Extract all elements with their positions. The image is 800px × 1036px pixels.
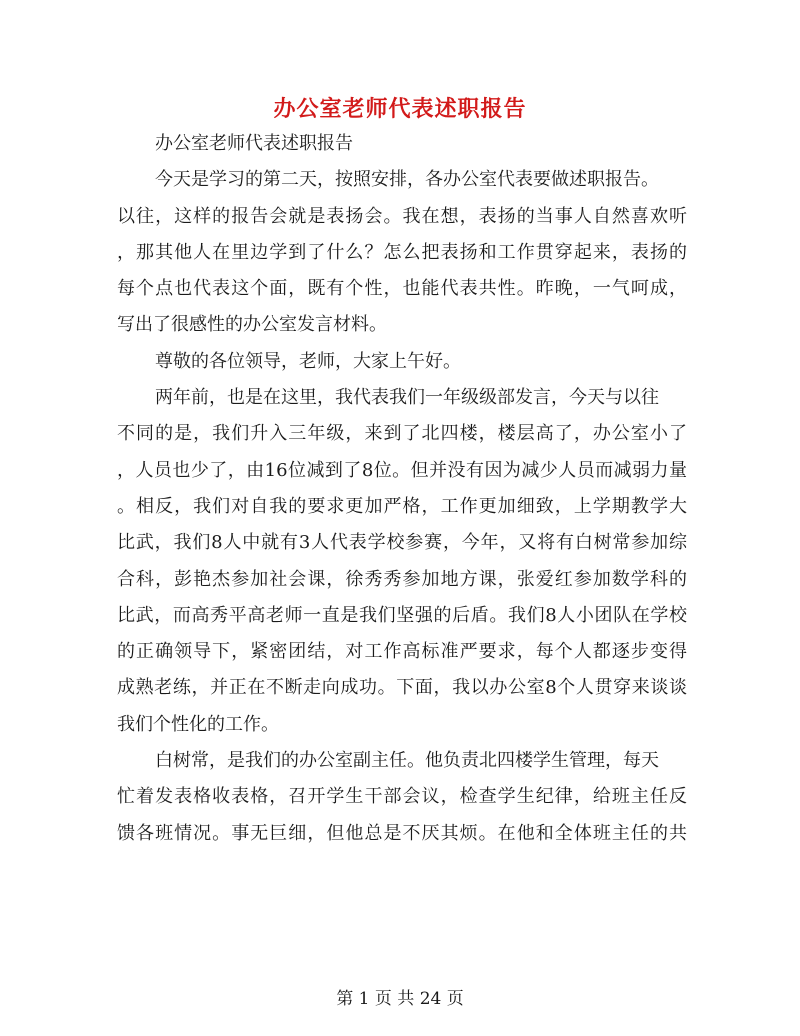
body-line: 合科，彭艳杰参加社会课，徐秀秀参加地方课，张爱红参加数学科的 — [117, 568, 687, 590]
body-line: 两年前，也是在这里，我代表我们一年级级部发言，今天与以往 — [155, 387, 659, 409]
body-line: ，人员也少了，由16位减到了8位。但并没有因为减少人员而减弱力量 — [117, 459, 687, 481]
body-line: 我们个性化的工作。 — [117, 713, 279, 735]
body-line: 尊敬的各位领导，老师，大家上午好。 — [155, 350, 461, 372]
body-line: 办公室老师代表述职报告 — [155, 133, 353, 154]
document-title: 办公室老师代表述职报告 — [273, 96, 527, 122]
body-line: 写出了很感性的办公室发言材料。 — [117, 314, 387, 336]
page-number-footer: 第 1 页 共 24 页 — [336, 989, 464, 1009]
body-line: 。相反，我们对自我的要求更加严格，工作更加细致，上学期教学大 — [117, 495, 687, 517]
body-line: ，那其他人在里边学到了什么？怎么把表扬和工作贯穿起来，表扬的 — [117, 241, 687, 263]
body-line: 不同的是，我们升入三年级，来到了北四楼，楼层高了，办公室小了 — [117, 423, 687, 445]
body-line: 馈各班情况。事无巨细，但他总是不厌其烦。在他和全体班主任的共 — [117, 822, 687, 844]
body-line: 忙着发表格收表格，召开学生干部会议，检查学生纪律，给班主任反 — [117, 786, 687, 808]
body-line: 成熟老练，并正在不断走向成功。下面，我以办公室8个人贯穿来谈谈 — [117, 677, 687, 699]
body-line: 比武，而高秀平高老师一直是我们坚强的后盾。我们8人小团队在学校 — [117, 604, 687, 626]
body-line: 比武，我们8人中就有3人代表学校参赛，今年，又将有白树常参加综 — [117, 532, 687, 554]
document-body — [117, 126, 687, 852]
body-line: 每个点也代表这个面，既有个性，也能代表共性。昨晚，一气呵成， — [117, 278, 687, 300]
body-line: 的正确领导下，紧密团结，对工作高标准严要求，每个人都逐步变得 — [117, 641, 687, 663]
body-line: 今天是学习的第二天，按照安排，各办公室代表要做述职报告。 — [155, 169, 659, 191]
body-line: 白树常，是我们的办公室副主任。他负责北四楼学生管理，每天 — [155, 750, 659, 772]
body-line: 以往，这样的报告会就是表扬会。我在想，表扬的当事人自然喜欢听 — [117, 205, 687, 227]
